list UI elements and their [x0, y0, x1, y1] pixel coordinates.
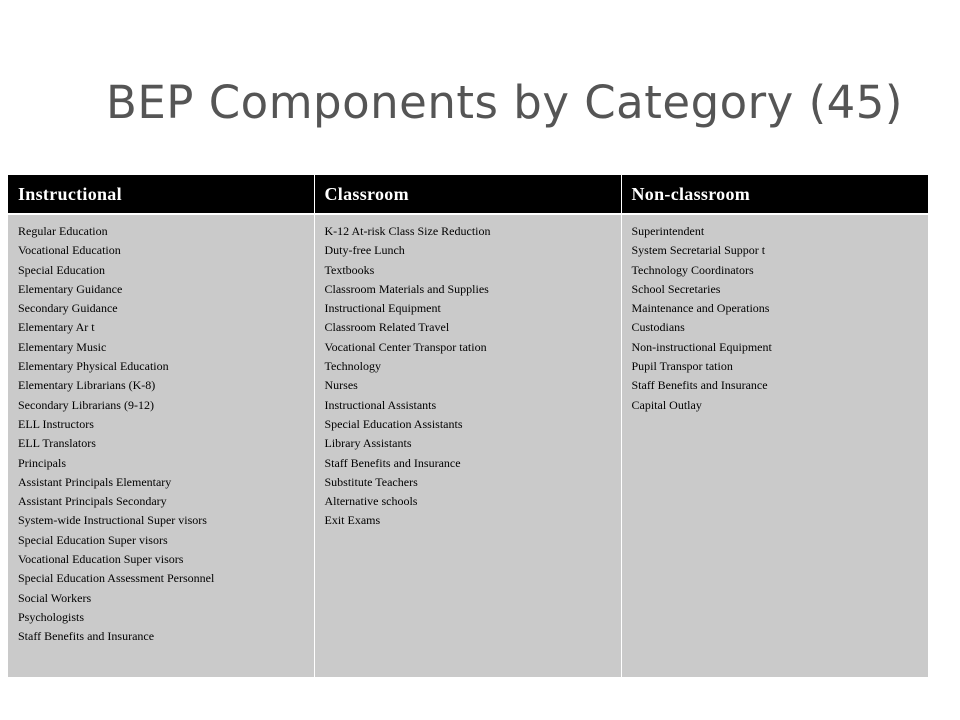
- list-item: Duty-free Lunch: [324, 243, 405, 258]
- list-item: Elementary Physical Education: [18, 359, 169, 374]
- list-item: Staff Benefits and Insurance: [18, 629, 155, 644]
- list-item: Maintenance and Operations: [631, 301, 770, 316]
- slide-title: BEP Components by Category (45): [106, 76, 903, 129]
- list-item: Vocational Center Transpor tation: [324, 339, 487, 354]
- list-item: Instructional Equipment: [324, 301, 441, 316]
- list-item: Special Education Assessment Personnel: [18, 571, 215, 586]
- list-item: Secondary Librarians (9-12): [18, 397, 154, 412]
- list-item: Pupil Transpor tation: [631, 359, 733, 374]
- list-item: Special Education Assistants: [324, 416, 463, 431]
- list-item: Instructional Assistants: [324, 397, 437, 412]
- list-item: ELL Instructors: [18, 416, 94, 431]
- list-item: System-wide Instructional Super visors: [18, 513, 207, 528]
- list-item: Classroom Related Travel: [324, 320, 450, 335]
- list-item: Technology: [324, 359, 381, 374]
- list-item: Classroom Materials and Supplies: [324, 281, 489, 296]
- list-item: Non-instructional Equipment: [631, 339, 772, 354]
- list-item: Nurses: [324, 378, 358, 393]
- list-item: Elementary Music: [18, 339, 107, 354]
- list-item: Custodians: [631, 320, 685, 335]
- list-item: Substitute Teachers: [324, 474, 418, 489]
- list-item: K-12 At-risk Class Size Reduction: [324, 224, 491, 238]
- list-item: Assistant Principals Secondary: [18, 494, 167, 509]
- list-item: Elementary Ar t: [18, 320, 95, 335]
- column-header-classroom: Classroom: [314, 175, 621, 214]
- list-item: Technology Coordinators: [631, 262, 754, 277]
- non-classroom-list: [632, 222, 919, 415]
- list-item: Capital Outlay: [631, 397, 702, 412]
- list-item: Secondary Guidance: [18, 301, 118, 316]
- list-item: Staff Benefits and Insurance: [631, 378, 768, 393]
- list-item: Assistant Principals Elementary: [18, 474, 172, 489]
- list-item: Elementary Guidance: [18, 281, 123, 296]
- list-item: Exit Exams: [324, 513, 381, 528]
- list-item: Special Education Super visors: [18, 532, 168, 547]
- list-item: ELL Translators: [18, 436, 96, 451]
- instructional-list: [18, 222, 304, 647]
- list-item: School Secretaries: [631, 281, 721, 296]
- table-body-row: [8, 214, 928, 677]
- table-header-row: [8, 175, 928, 214]
- list-item: Superintendent: [631, 224, 705, 238]
- list-item: Library Assistants: [324, 436, 412, 451]
- list-item: Regular Education: [18, 224, 108, 238]
- list-item: Vocational Education Super visors: [18, 552, 184, 567]
- list-item: System Secretarial Suppor t: [631, 243, 766, 258]
- classroom-list: [325, 222, 611, 531]
- list-item: Vocational Education: [18, 243, 121, 258]
- list-item: Staff Benefits and Insurance: [324, 455, 461, 470]
- list-item: Alternative schools: [324, 494, 418, 509]
- list-item: Elementary Librarians (K-8): [18, 378, 156, 393]
- list-item: Special Education: [18, 262, 105, 277]
- list-item: Principals: [18, 455, 66, 470]
- column-header-non-classroom: Non-classroom: [621, 175, 928, 214]
- list-item: Social Workers: [18, 590, 92, 605]
- instructional-cell: [8, 214, 314, 677]
- bep-components-table: [8, 175, 928, 677]
- classroom-cell: [314, 214, 621, 677]
- non-classroom-cell: [621, 214, 928, 677]
- column-header-instructional: Instructional: [8, 175, 314, 214]
- list-item: Textbooks: [324, 262, 375, 277]
- list-item: Psychologists: [18, 609, 85, 624]
